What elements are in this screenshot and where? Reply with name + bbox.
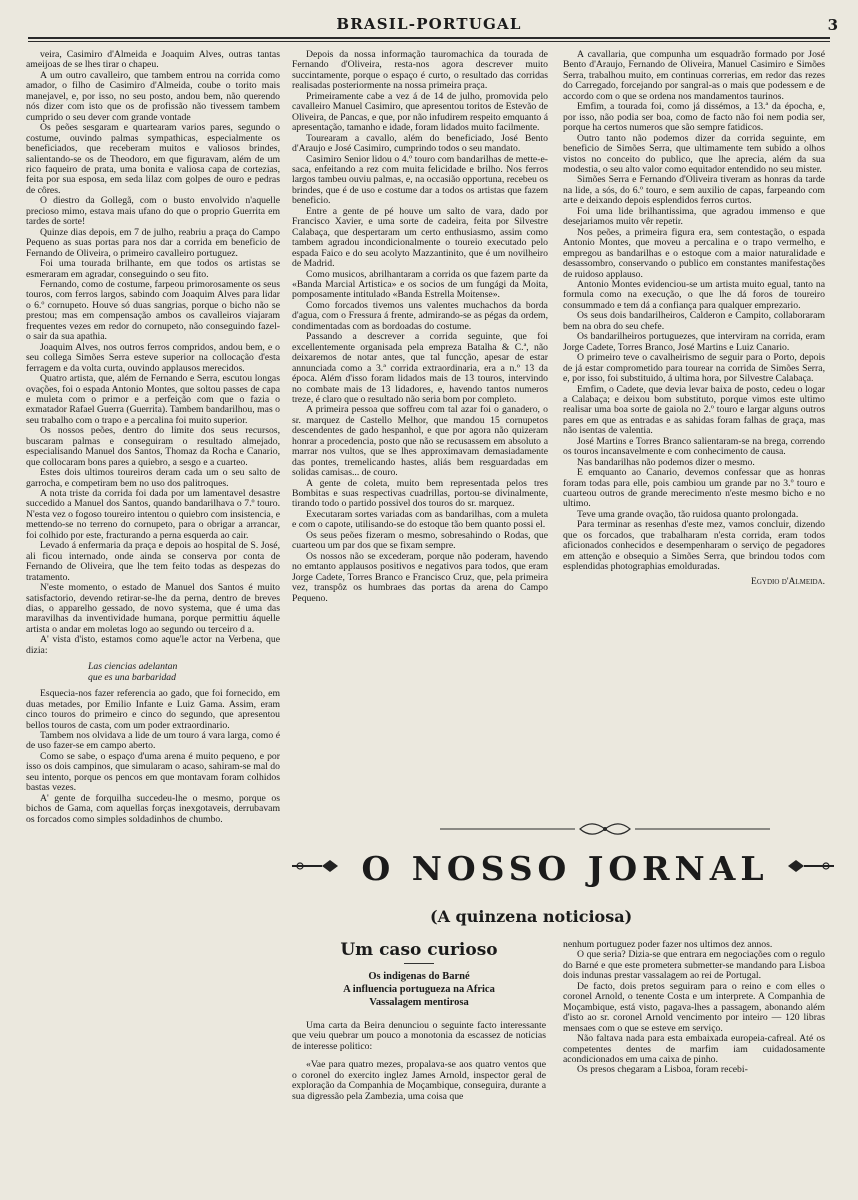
- paragraph: Emfim, o Cadete, que devia levar baixa de posto, cedeu o logar a Calabaça; e deixou bom substituto, porque vimos este ultimo realisar uma boa sorte de gaiola no 2.º touro e largar alguns outros pares em que as entradas e as sahidas foram falhas de graça, mas não isentas de valentia.: [563, 383, 825, 437]
- paragraph: O diestro da Gollegã, com o busto envolvido n'aquelle precioso mimo, estava mais ufano do que o proprio Guerrita em tardes de sorte!: [26, 195, 280, 228]
- paragraph: Executaram sortes variadas com as bandarilhas, com a muleta e com o capote, utilisando-se do estoque tão bem quanto possi el.: [292, 508, 548, 531]
- paragraph: Tourearam a cavallo, além do beneficiado, José Bento d'Araujo e José Casimiro, cumprindo todos o seu mandato.: [292, 132, 548, 155]
- paragraph: A' vista d'isto, estamos como aque'le actor na Verbena, que dizia:: [26, 634, 280, 656]
- right-ornament-icon: [784, 857, 834, 875]
- quote-line: que es una barbaridad: [88, 671, 176, 683]
- paragraph: Como se sabe, o espaço d'uma arena é muito pequeno, e por isso os dois campinos, que simularam o acaso, sahiram-se mal do seu intento, porque os pencos em que montavam foram colhidos bastas vezes.: [26, 750, 280, 794]
- paragraph: Quatro artista, que, além de Fernando e Serra, escutou longas ovações, foi o espada Antonio Montes, que soltou passes de capa e muleta com o primor e a perfeição com que o fazia o exmatador Rafael Guerra (Guerrita). Tambem bandarilhou, mas o seu trabalho com o trapo e a percalina foi muito superior.: [26, 373, 280, 426]
- paragraph: Outro tanto não podemos dizer da corrida seguinte, em beneficio de Simões Serra, que ultimamente tem subido a olhos vistos no conceito do publico, que lhe aprecia, além da sua modestia, o seu alto valor como equitador entendido no seu mister.: [563, 132, 825, 175]
- article-subheading: Vassalagem mentirosa: [369, 997, 469, 1008]
- paragraph: Estes dois ultimos toureiros deram cada um o seu salto de garrocha, e competiram bem no uso dos palitroques.: [26, 467, 280, 489]
- article-column-left: [292, 940, 546, 1102]
- article-subheading: A influencia portugueza na Africa: [343, 984, 495, 995]
- section-title: O NOSSO JORNAL: [361, 849, 769, 888]
- paragraph: Emfim, a tourada foi, como já dissémos, a 13.ª da épocha, e, por isso, não podia ser boa, como de facto não foi nem podia ser, porque ha certos numeros que são sempre fatidicos.: [563, 101, 825, 134]
- paragraph: A' gente de forquilha succedeu-lhe o mesmo, porque os bichos de Gama, com aquellas forças inexgotaveis, derrubavam os forcados como simples soldadinhos de chumbo.: [26, 792, 280, 825]
- ornamental-divider: [440, 822, 770, 836]
- paragraph: E emquanto ao Canario, devemos confessar que as honras foram todas para elle, pois cambiou um grande par no 3.º touro e cuarteou outros de grande merecimento n'este mesmo bicho e no ultimo.: [563, 467, 825, 510]
- paragraph: Como musicos, abrilhantaram a corrida os que fazem parte da «Banda Marcial Artistica» e os socios de um fungági da Moita, pomposamente intitulado «Banda Estrella Moitense».: [292, 268, 548, 301]
- paragraph: A nota triste da corrida foi dada por um lamentavel desastre succedido a Manuel dos Santos, quando bandarilhava o 7.º touro. N'esta vez o fogoso toureiro intentou o quiebro com insistencia, e mettendo-se no terreno do cornupeto, para o obrigar a arrancar, foi colhido por este, fracturando a perna esquerda ao cair.: [26, 488, 280, 541]
- paragraph: Os nossos não se excederam, porque não poderam, havendo no emtanto applausos positivos e negativos para todos, que eram Jorge Cadete, Torres Branco e Francisco Cruz, que, pela primeira vez, transpôz os humbraes das portas da arena do Campo Pequeno.: [292, 550, 548, 604]
- paragraph: A cavallaria, que compunha um esquadrão formado por José Bento d'Araujo, Fernando de Oliveira, Manuel Casimiro e Simões Serra, trabalhou muito, em continuas correrias, em redor das rezes do Carregado, forcejando por sangral-as o mais que podessem e de accordo com o que se ordena nos mandamentos taurinos.: [563, 49, 825, 102]
- article-subheading: Os indigenas do Barné: [368, 971, 470, 982]
- paragraph: Passando a descrever a corrida seguinte, que foi excellentemente organisada pela empreza Batalha & C.ª, não deixaremos de notar antes, que tal funcção, apesar de estar annunciada como a 3.ª corrida extraordinaria, era a n.º 13 da época. Além d'isso foram lidados mais de 13 touros, intervindo no combate mais de 13 lidadores, e, havendo tantos numeros treze, é claro que o resultado não seria bom por completo.: [292, 331, 548, 405]
- paragraph: Levado á enfermaria da praça e depois ao hospital de S. José, ali ficou internado, onde ainda se conserva por conta de Fernando de Oliveira, que lhe tem feito todas as despezas do tratamento.: [26, 540, 280, 583]
- paragraph: José Martins e Torres Branco salientaram-se na brega, correndo os touros incansavelmente e com conhecimento de causa.: [563, 435, 825, 458]
- column-1: [26, 50, 280, 825]
- paragraph: Foi uma lide brilhantissima, que agradou immenso e que desejariamos muito vêr repetir.: [563, 205, 825, 228]
- paragraph: Como forcados tivemos uns valentes muchachos da borda d'agua, com o Fressura á frente, admirando-se as pégas da ordem, condimentadas com as bordoadas do costume.: [292, 299, 548, 332]
- section-subtitle: (A quinzena noticiosa): [430, 907, 633, 926]
- paragraph: O que seria? Dizia-se que entrara em negociações com o regulo do Barné e que este prometera submetter-se mandando para Lisboa dois indunas prestar vassalagem ao rei de Portugal.: [563, 949, 825, 982]
- paragraph: Não faltava nada para esta embaixada europeia-cafreal. Até os competentes dentes de marfim iam cuidadosamente acondicionados em uma caixa de pinho.: [563, 1033, 825, 1065]
- paragraph: A primeira pessoa que soffreu com tal azar foi o ganadero, o sr. marquez de Castello Melhor, que mandou 15 cornupetos descendentes de gado hespanhol, e que por agora não quizeram honrar a procedencia, posto que não se recusassem em absoluto a marrar nos vultos, que se lhes approximavam demasiadamente das pontes, tremelicando hastes, aliás bem resguardadas em solidas camisas... de couro.: [292, 404, 548, 479]
- paragraph: Esquecia-nos fazer referencia ao gado, que foi fornecido, em duas metades, por Emilio Infante e Luiz Gama. Assim, eram cinco touros do primeiro e cinco do segundo, que apresentou bellos touros de casta, com um poder extraordinario.: [26, 688, 280, 731]
- paragraph: Depois da nossa informação tauromachica da tourada de Fernando d'Oliveira, resta-nos agora descrever muito succintamente, porque o espaço é curto, o resultado das corridas realisadas posteriormente na nossa primeira praça.: [292, 49, 548, 92]
- paragraph: Os peões sesgaram e quartearam varios pares, segundo o costume, ouvindo palmas sympathicas, especialmente os beneficiados, que receberam muitos e valiosos brindes, salientando-se os de Theodoro, em que figuravam, além de um rico faqueiro de prata, uma bonita e valiosa capa de cortezias, feita por sua esposa, em seda lilaz com golpes de ouro e pedras de côres.: [26, 122, 280, 196]
- paragraph: De facto, dois pretos seguiram para o reino e com elles o coronel Arnold, o tenente Costa e um interprete. A Companhia de Moçambique, está visto, pagava-lhes a passagem, abonando além d'isto ao sr. coronel Arnold vencimento por inteiro — 120 libras mensaes com o que se esteve em serviço.: [563, 980, 825, 1034]
- paragraph: Simões Serra e Fernando d'Oliveira tiveram as honras da tarde na lide, a sós, do 6.º touro, e sem auxilio de capas, farpeando com arte e deixando depois esplendidos ferros curtos.: [563, 174, 825, 207]
- masthead: BRASIL-PORTUGAL: [336, 15, 522, 33]
- header-rule-thin: [28, 41, 830, 42]
- left-ornament-icon: [292, 857, 342, 875]
- paragraph: «Vae para quatro mezes, propalava-se aos quatro ventos que o coronel do exercito inglez James Arnold, inspector geral de exploração da Companhia de Moçambique, conseguira, durante a sua digressão pela Zambezia, uma coisa que: [292, 1059, 546, 1102]
- verse-quote: [26, 662, 280, 683]
- paragraph: Uma carta da Beira denunciou o seguinte facto interessante que veiu quebrar um pouco a monotonia da escassez de noticias de interesse politico:: [292, 1020, 546, 1052]
- paragraph: veira, Casimiro d'Almeida e Joaquim Alves, outras tantas ameijoas de se lhes tirar o chapeu.: [26, 49, 280, 71]
- paragraph: N'este momento, o estado de Manuel dos Santos é muito satisfactorio, devendo retirar-se-lhe da perna, dentro de breves dias, o apparelho gessado, de novo systema, que é uma das maravilhas da inventividade humana, porque permittiu áquelle artista o andar em moletas logo ao segundo ou terceiro d a.: [26, 582, 280, 635]
- title-rule: [404, 963, 434, 964]
- paragraph: O primeiro teve o cavalheirismo de seguir para o Porto, depois de já estar comprometido para tourear na corrida de Simões Serra, e, por isso, foi substituido, á ultima hora, por Silvestre Calabaça.: [563, 352, 825, 385]
- page-header: [0, 0, 858, 44]
- author-signature: Egydio d'Almeida.: [751, 576, 825, 587]
- paragraph: Foi uma tourada brilhante, em que todos os artistas se esmeraram em agradar, conseguindo o seu fito.: [26, 258, 280, 280]
- paragraph: Os nossos peões, dentro do limite dos seus recursos, buscaram palmas e conseguiram o resultado almejado, especialisando Manuel dos Santos, Thomaz da Rocha e Canario, que collocaram bons pares a quiebro, a sesgo e a cuarteo.: [26, 425, 280, 468]
- paragraph: A gente de coleta, muito bem representada pelos tres Bombitas e suas respectivas cuadrillas, portou-se divinalmente, tirando todo o partido possivel dos touros do sr. marquez.: [292, 477, 548, 510]
- paragraph: Casimiro Senior lidou o 4.º touro com bandarilhas de mette-e-saca, enfeitando a rez com muita felicidade e brilho. Nos ferros largos tambeu ouviu palmas, e, na occasião opportuna, recebeu os brindes, que é de uso e costume dar a todos os artistas que fazem beneficio.: [292, 153, 548, 207]
- quote-line: Las ciencias adelantan: [88, 661, 178, 673]
- paragraph: Tambem nos olvidava a lide de um touro á vara larga, como é de uso fazer-se em campo aberto.: [26, 730, 280, 752]
- paragraph: Os seus peões fizeram o mesmo, sobresahindo o Rodas, que cuarteou um par dos que se fixam sempre.: [292, 529, 548, 552]
- paragraph: Os seus dois bandarilheiros, Calderon e Campito, collaboraram bem na obra do seu chefe.: [563, 310, 825, 332]
- paragraph: Primeiramente cabe a vez á de 14 de julho, promovida pelo cavalleiro Manuel Casimiro, que apresentou toritos de Estevão de Oliveira, de Pancas, e que, por não infudirem respeito emquanto á apresentação, tamanho e idade, foram lidados muito facilmente.: [292, 90, 548, 134]
- article-column-right: [563, 940, 825, 1076]
- article-title: Um caso curioso: [340, 940, 498, 960]
- paragraph: Os bandarilheiros portuguezes, que interviram na corrida, eram Jorge Cadete, Torres Branco, José Martins e Luiz Canario.: [563, 331, 825, 353]
- paragraph: Joaquim Alves, nos outros ferros compridos, andou bem, e o seu collega Simões Serra esteve superior na collocação d'esta ferragem e da volta curta, ouvindo applausos merecidos.: [26, 341, 280, 374]
- paragraph: Para terminar as resenhas d'este mez, vamos concluir, dizendo que os forcados, que trabalharam n'esta corrida, eram todos aficionados conhecidos e desempenharam o serviço de pegadores em attenção e obsequio a Simões Serra, que brindou todos com esplendidas photographias emolduradas.: [563, 519, 825, 573]
- page-number: 3: [827, 16, 838, 34]
- column-2: [292, 50, 548, 604]
- paragraph: A um outro cavalleiro, que tambem entrou na corrida como amador, o filho de Casimiro d'Almeida, coube o torito mais manejavel, e, por isso, no seu posto, andou bem, não querendo nós dizer com isto que os de profissão não tivessem tambem cumprido o seu dever com grande vontade: [26, 69, 280, 123]
- paragraph: Nos peões, a primeira figura era, sem contestação, o espada Antonio Montes, que moveu a percalina e o trapo vermelho, e empregou as bandarilhas e o estoque com a maior naturalidade e desassombro, conservando o publico em constantes manifestações de ruidoso applauso.: [563, 226, 825, 280]
- section-heading: [292, 845, 838, 895]
- paragraph: Os presos chegaram a Lisboa, foram recebi-: [577, 1064, 748, 1076]
- paragraph: Antonio Montes evidenciou-se um artista muito egual, tanto na formula como na execução, o que lhe dá foros de toureiro consummado e tem dá a confiança para qualquer emprezario.: [563, 278, 825, 311]
- paragraph: nenhum portuguez poder fazer nos ultimos dez annos.: [563, 939, 773, 950]
- paragraph: Entre a gente de pé houve um salto de vara, dado por Francisco Xavier, e uma sorte de cadeira, feita por Silvestre Calabaça, que despertaram um certo enthusiasmo, assim como tambem agradou incondicionalmente o toureio executado pelo espada Faico e do seu acolyto Mazzantinito, que é um novilheiro de Madrid.: [292, 205, 548, 270]
- header-rule: [28, 37, 830, 39]
- paragraph: Nas bandarilhas não podemos dizer o mesmo.: [577, 456, 755, 468]
- column-3: [563, 50, 825, 587]
- paragraph: Teve uma grande ovação, tão ruidosa quanto prolongada.: [577, 508, 799, 520]
- paragraph: Quinze dias depois, em 7 de julho, reabriu a praça do Campo Pequeno as suas portas para nos dar a corrida em beneficio de Fernando de Oliveira, o primeiro cavalleiro portuguez.: [26, 226, 280, 259]
- paragraph: Fernando, como de costume, farpeou primorosamente os seus touros, com ferros largos, sabindo com Joaquim Alves para lidar o 6.º cornupeto. Houve só duas sangrias, porque o bicho não se prestou; mas em compensação ambos os cavalleiros viajaram frequentes vezes em redor do cornupeto, não conseguindo fazel-o sair da sua apathia.: [26, 278, 280, 343]
